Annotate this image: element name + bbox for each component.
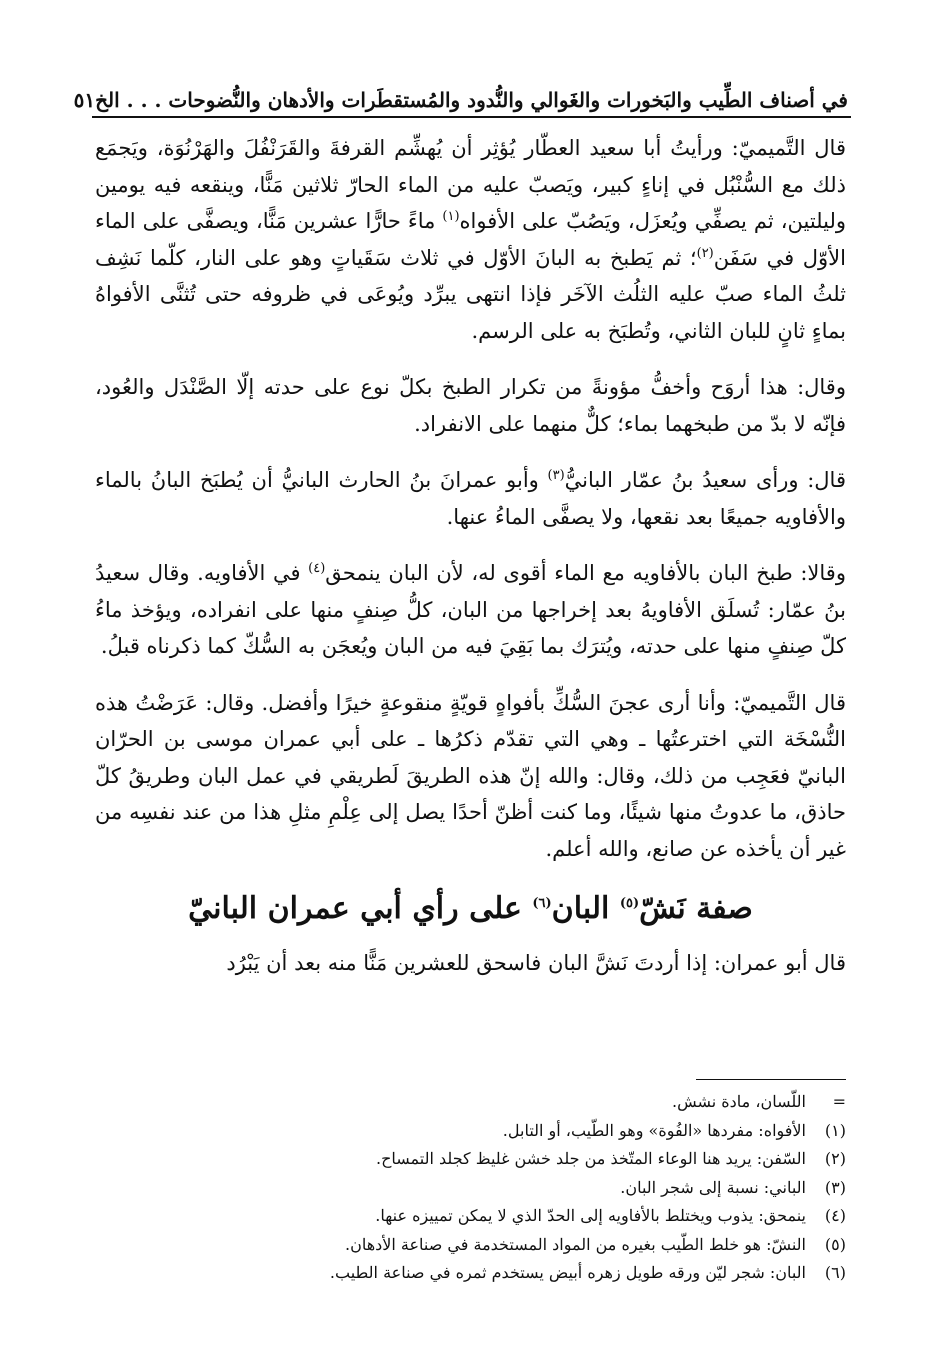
footnote-ref: (٥): [619, 896, 640, 911]
paragraph-3: [95, 462, 846, 535]
footnote-item: [97, 1145, 846, 1174]
footnote-mark: (٢): [824, 1149, 846, 1168]
header-title: في أصناف الطِّيب والبَخورات والغَوالي والنُّدود والمُستقطَرات والأدهان والنُّضوحات . . . الخ: [95, 88, 848, 112]
footnote-ref: (٣): [547, 468, 565, 483]
footnote-text: الأفواه: مفردها «الفُوة» وهو الطّيب، أو التابل.: [502, 1120, 806, 1140]
paragraph-text: وقالا: طبخ البان بالأفاويه مع الماء أقوى له، لأن البان ينمحق: [325, 561, 846, 585]
footnote-text: الباني: نسبة إلى شجر البان.: [620, 1177, 806, 1197]
footnote-ref: (١): [442, 209, 460, 224]
paragraph-text: ماءً حارًّا عشرين مَنًّا، ويصفَّى على الماء الأوّل في سَفَن: [95, 209, 846, 270]
footnote-mark: =: [832, 1092, 846, 1111]
heading-text: صفة نَشّ: [639, 891, 753, 926]
footnote-text: البان: شجر ليّن ورقه طويل زهره أبيض يستخدم ثمره في صناعة الطيب.: [329, 1263, 806, 1282]
main-text: [95, 130, 846, 1002]
footnote-mark: (٣): [824, 1177, 846, 1197]
paragraph-text: ؛ ثم يَطبخ به البانَ الأوّل في ثلاث سَقَياتٍ وهو على النار، كلّما نَشِف ثلثُ الماء صبّ عليه الثلُث الآخَر فإذا انتهى يبرِّد ويُوعَى في ظروفه حتى تُثنَّى الأفواهُ بماءٍ ثانٍ للبان الثاني، وتُطبَخ به على الرسم.: [95, 245, 846, 343]
paragraph-6: [95, 945, 846, 982]
paragraph-text: وأبو عمرانَ بنُ الحارث البانيُّ أن يُطبَخ البانُ بالماء والأفاويه جميعًا بعد نقعها، ولا يصفَّى الماءُ عنها.: [95, 468, 846, 529]
heading-text: على رأي أبي عمران البانيّ: [188, 891, 533, 926]
paragraph-text: قال التَّميميّ: وأنا أرى عجنَ السُّكِّ بأفواهٍ قويّةٍ منقوعةٍ خيرًا وأفضل. وقال: عَرَضْتُ هذه النُّسْخَة التي اخترعتُها ـ وهي التي تقدّم ذكرُها ـ على أبي عمران موسى بن الحرّان البانيّ فعَجِب من ذلك، وقال: والله إنّ هذه الطريقَ لَطريقي في عمل البان وطريقُ كلّ حاذق، ما عدوتُ منها شيئًا، وما كنت أظنّ أحدًا يصل إلى عِلْمِ مثلِ هذا من عند نفسِه من غير أن يأخذه عن صانع، والله أعلم.: [95, 690, 846, 861]
paragraph-5: [95, 685, 846, 868]
paragraph-text: قال: ورأى سعيدُ بنُ عمّار البانيُّ: [564, 468, 846, 492]
footnote-mark: (١): [824, 1120, 846, 1140]
paragraph-1: [95, 130, 846, 349]
paragraph-text: قال التَّميميّ: ورأيتُ أبا سعيد العطّار يُؤثِر أن يُهشِّم القرفةَ والقَرَنْفُلَ والهَرْنُوَة، ويَجمَع ذلك مع السُّنْبُل في إناءٍ كبير، ويَصبّ عليه من الماء الحارّ ثلاثين مَنًّا، وينقعه فيه يومين وليلتين، ثم يصفِّي ويُعزَل، ويَصُبّ على الأفواه: [95, 136, 846, 233]
page-number: ٥١: [73, 88, 96, 112]
footnote-item: [97, 1088, 846, 1117]
footnote-item: [97, 1202, 846, 1231]
footnote-text: النشّ: هو خلط الطّيب بغيره من المواد المستخدمة في صناعة الأدهان.: [344, 1234, 806, 1254]
section-heading: [95, 887, 846, 931]
footnote-ref: (٢): [696, 245, 714, 261]
paragraph-text: قال أبو عمران: إذا أردتَ نَشَّ البان فاسحق للعشرين مَنًّا منه بعد أن يَبْرُد: [226, 951, 846, 975]
footnote-item: [97, 1117, 846, 1146]
footnote-item: [97, 1259, 846, 1288]
footnote-mark: (٦): [824, 1263, 846, 1282]
heading-text: البان: [551, 891, 620, 926]
header-rule: [92, 116, 851, 118]
footnote-mark: (٤): [824, 1206, 846, 1225]
footnote-ref: (٦): [532, 896, 552, 911]
footnote-text: اللّسان، مادة نشش.: [671, 1092, 806, 1111]
footnote-text: ينمحق: يذوب ويختلط بالأفاويه إلى الحدّ الذي لا يمكن تمييزه عنها.: [375, 1206, 806, 1225]
footnote-item: [97, 1231, 846, 1260]
paragraph-2: [95, 369, 846, 442]
paragraph-text: وقال: هذا أروَح وأخفُّ مؤونةً من تكرار الطبخ بكلّ نوع على حدته إلّا الصَّنْدَل والعُود، فإنّه لا بدّ من طبخهما بماء؛ كلٌّ منهما على الانفراد.: [95, 375, 846, 436]
footnote-text: السّفن: يريد هنا الوعاء المتّخذ من جلد خشن غليظ كجلد التمساح.: [375, 1149, 806, 1168]
footnotes: [97, 1088, 846, 1288]
paragraph-text: في الأفاويه. وقال سعيدُ بنُ عمّار: تُسلَق الأفاويهُ بعد إخراجها من البان، كلُّ صِنفٍ منها على انفراده، ويؤخذ ماءُ كلّ صِنفٍ منها على حدته، ويُترَك بما بَقِيَ فيه من البان ويُعجَن به السُّكّ كما ذكرناه قبلُ.: [95, 561, 846, 658]
footnote-mark: (٥): [824, 1234, 846, 1254]
footnote-item: [97, 1174, 846, 1203]
footnote-ref: (٤): [308, 561, 326, 576]
paragraph-4: [95, 555, 846, 665]
running-header: [73, 78, 848, 112]
footnote-separator: [696, 1079, 846, 1080]
